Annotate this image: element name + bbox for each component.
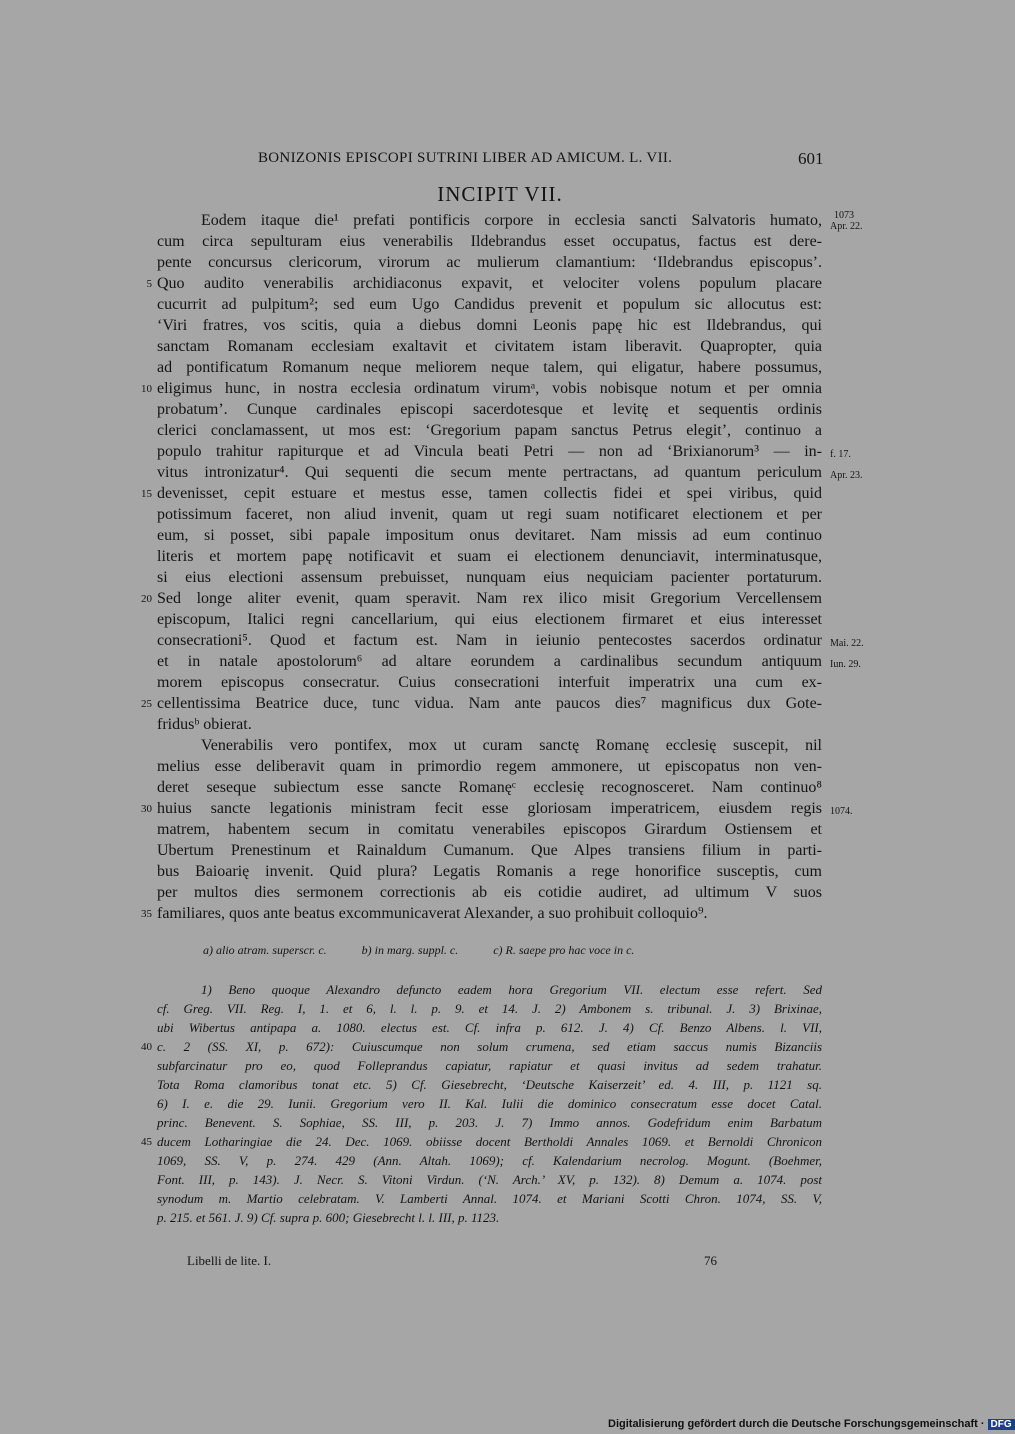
line-number: 15 (141, 488, 152, 500)
line-number: 40 (141, 1041, 152, 1053)
line-number: 20 (141, 593, 152, 605)
variant-note: b) in marg. suppl. c. (361, 943, 459, 957)
footnote-line: Tota Roma clamoribus tonat etc. 5) Cf. Giesebrecht, ‘Deutsche Kaiserzeit’ ed. 4. III, p. 1121 sq. (157, 1077, 822, 1092)
body-line: familiares, quos ante beatus excommunicaverat Alexander, a suo prohibuit colloquio⁹. (157, 905, 708, 922)
line-number: 5 (146, 278, 152, 290)
body-line: morem episcopus consecratur. Cuius consecrationi interfuit imperatrix una cum ex- (157, 674, 822, 691)
body-line: deret seseque subiectum esse sancte Romanęᶜ ecclesię recognosceret. Nam continuo⁸ (157, 779, 822, 796)
body-line: matrem, habentem secum in comitatu venerabiles episcopos Girardum Ostiensem et (157, 821, 822, 838)
body-line: pente concursus clericorum, virorum ac mulierum clamantium: ‘Ildebrandus episcopus’. (157, 254, 822, 271)
page-footer (187, 1253, 717, 1271)
dfg-banner (608, 1418, 1015, 1434)
footnote-line: cf. Greg. VII. Reg. I, 1. et 6, l. l. p. 9. et 14. J. 2) Ambonem s. tribunal. J. 3) Brixinae, (157, 1001, 822, 1016)
footnote-line: 1069, SS. V, p. 274. 429 (Ann. Altah. 1069); cf. Kalendarium necrolog. Mogunt. (Boehmer, (157, 1153, 822, 1168)
margin-date: Iun. 29. (830, 659, 861, 670)
body-line: melius esse deliberavit quam in primordio regem ammonere, ut episcopatus non ven- (157, 758, 822, 775)
line-number: 30 (141, 803, 152, 815)
body-line: devenisset, cepit estuare et mestus esse, tamen collectis fidei et spei viribus, quid (157, 485, 822, 502)
body-line: ad pontificatum Romanum neque meliorem neque talem, qui eligatur, habere possumus, (157, 359, 822, 376)
incipit-heading: INCIPIT VII. (437, 182, 563, 206)
margin-date: Apr. 22. (830, 221, 863, 232)
body-line: eum, si posset, sibi papale impositum onus devitaret. Nam missis ad eum continuo (157, 527, 822, 544)
running-title: BONIZONIS EPISCOPI SUTRINI LIBER AD AMICUM. L. VII. (258, 150, 673, 166)
body-line: clerici conclamassent, ut mos est: ‘Gregorium papam sanctus Petrus elegit’, continuo a (157, 422, 822, 439)
footnote-line: Font. III, p. 143). J. Necr. S. Vitoni Virdun. (‘N. Arch.’ XV, p. 132). 8) Demum a. 1074. post (157, 1172, 822, 1187)
footnote-line: princ. Benevent. S. Sophiae, SS. III, p. 203. J. 7) Immo annos. Godefridum enim Barbatum (157, 1115, 822, 1130)
body-line: probatum’. Cunque cardinales episcopi sacerdotesque et levitę et sequentis ordinis (157, 401, 822, 418)
footnote-line: synodum m. Martio celebratam. V. Lamberti Annal. 1074. et Mariani Scotti Chron. 1074, SS. V, (157, 1191, 822, 1206)
body-line: sanctam Romanam ecclesiam exaltavit et civitatem istam liberavit. Quapropter, quia (157, 338, 822, 355)
body-line: consecrationi⁵. Quod et factum est. Nam in ieiunio pentecostes sacerdos ordinatur (157, 632, 822, 649)
variant-apparatus (203, 943, 666, 958)
body-line: cucurrit ad pulpitum²; sed eum Ugo Candidus prevenit et populum sic allocutus est: (157, 296, 822, 313)
footnote-line: p. 215. et 561. J. 9) Cf. supra p. 600; Giesebrecht l. l. III, p. 1123. (157, 1210, 500, 1225)
body-line: ‘Viri fratres, vos scitis, quia a diebus domni Leonis papę hic est Ildebrandus, qui (157, 317, 822, 334)
footnote-line: ducem Lotharingiae die 24. Dec. 1069. obiisse docent Bertholdi Annales 1069. et Bernoldi Chronicon (157, 1134, 822, 1149)
line-number: 35 (141, 908, 152, 920)
variant-note: a) alio atram. superscr. c. (203, 943, 327, 957)
footnote-line: 6) I. e. die 29. Iunii. Gregorium vero II. Kal. Iulii die dominico consecratum esse docet Catal. (157, 1096, 822, 1111)
margin-folio: f. 17. (830, 449, 851, 460)
body-line: potissimum faceret, non aliud invenit, quam ut regi suam notificaret electionem et per (157, 506, 822, 523)
body-line: Eodem itaque die¹ prefati pontificis corpore in ecclesia sancti Salvatoris humato, (201, 212, 822, 229)
body-line: cum circa sepulturam eius venerabilis Ildebrandus esset occupatus, factus est dere- (157, 233, 822, 250)
line-number: 45 (141, 1136, 152, 1148)
body-line: per multos dies sermonem correctionis ab eis cotidie audiret, ad ultimum V suos (157, 884, 822, 901)
line-number: 25 (141, 698, 152, 710)
line-number: 10 (141, 383, 152, 395)
body-line: episcopum, Italici regni cancellarium, qui eius electionem firmaret et eius interesset (157, 611, 822, 628)
body-line: si eius electioni assensum prebuisset, nunquam eius nequiciam pacienter portaturum. (157, 569, 822, 586)
body-line: Sed longe aliter evenit, quam speravit. Nam rex ilico misit Gregorium Vercellensem (157, 590, 822, 607)
sheet-number: 76 (704, 1253, 717, 1268)
body-line: et in natale apostolorum⁶ ad altare eorundem a cardinalibus secundum antiquum (157, 653, 822, 670)
footnote-line: c. 2 (SS. XI, p. 672): Cuiuscumque non solum crumena, sed etiam saccus numis Bizanciis (157, 1039, 822, 1054)
body-line: fridusᵇ obierat. (157, 716, 252, 733)
body-line: literis et mortem papę notificavit et suam ei electionem denunciavit, interminatusque, (157, 548, 822, 565)
margin-date: Apr. 23. (830, 470, 863, 481)
body-line: populo trahitur rapiturque et ad Vincula beati Petri — non ad ‘Brixianorum³ — in- (157, 443, 822, 460)
variant-note: c) R. saepe pro hac voce in c. (493, 943, 635, 957)
dfg-banner-text: Digitalisierung gefördert durch die Deutsche Forschungsgemeinschaft · (608, 1418, 985, 1430)
signature-mark: Libelli de lite. I. (187, 1253, 272, 1268)
body-line: Venerabilis vero pontifex, mox ut curam sanctę Romanę ecclesię suscepit, nil (201, 737, 822, 754)
dfg-logo: DFG (988, 1419, 1015, 1430)
body-line: vitus intronizatur⁴. Qui sequenti die secum mente pertractans, ad quantum periculum (157, 464, 822, 481)
footnote-line: ubi Wibertus antipapa a. 1080. electus est. Cf. infra p. 612. J. 4) Cf. Benzo Albens. l. VII, (157, 1020, 822, 1035)
body-line: huius sancte legationis ministram fecit esse gloriosam imperatricem, eiusdem regis (157, 800, 822, 817)
footnote-line: subfarcinatur pro eo, quod Folleprandus capiatur, rapiatur et quasi invitus ad sedem trahatur. (157, 1058, 822, 1073)
footnote-line: 1) Beno quoque Alexandro defuncto eadem hora Gregorium VII. electum esse refert. Sed (201, 982, 822, 997)
margin-year: 1073 (834, 210, 854, 221)
body-line: Ubertum Prenestinum et Rainaldum Cumanum. Que Alpes transiens filium in parti- (157, 842, 822, 859)
body-line: cellentissima Beatrice duce, tunc vidua. Nam ante paucos dies⁷ magnificus dux Gote- (157, 695, 822, 712)
body-line: eligimus hunc, in nostra ecclesia ordinatum virumᵃ, vobis nobisque notum et per omnia (157, 380, 822, 397)
page-number: 601 (798, 149, 824, 168)
body-line: bus Baioarię invenit. Quid plura? Legatis Romanis a rege honorifice susceptis, cum (157, 863, 822, 880)
margin-date: Mai. 22. (830, 638, 864, 649)
body-line: Quo audito venerabilis archidiaconus expavit, et velociter volens populum placare (157, 275, 822, 292)
margin-year: 1074. (830, 806, 853, 817)
running-header (0, 150, 1000, 172)
